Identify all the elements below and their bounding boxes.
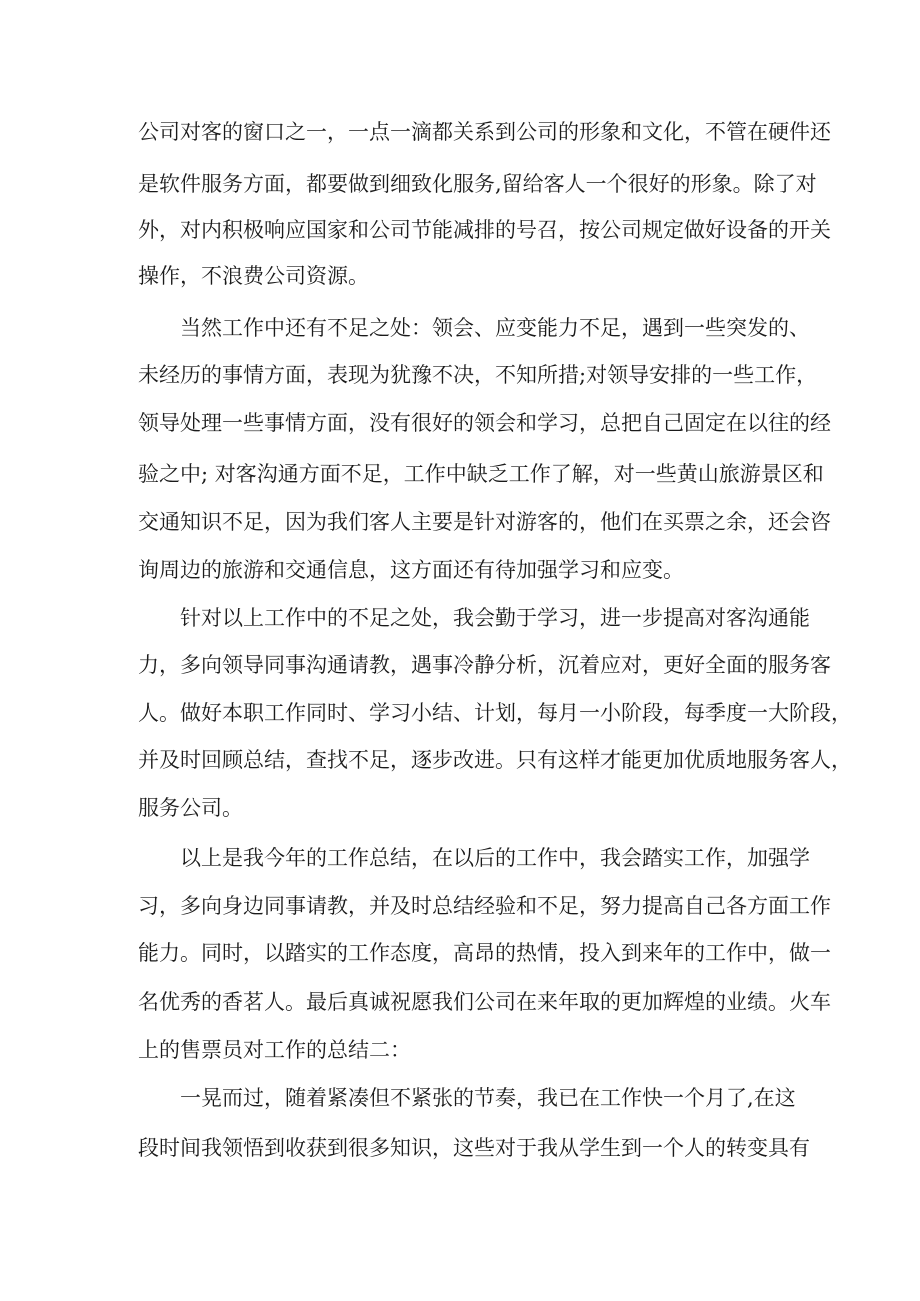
paragraph-2-line-2: 未经历的事情方面，表现为犹豫不决，不知所措;对领导安排的一些工作， [138,363,818,387]
paragraph-2-line-6: 询周边的旅游和交通信息，这方面还有待加强学习和应变。 [138,558,684,582]
paragraph-4-line-2: 习，多向身边同事请教，并及时总结经验和不足，努力提高自己各方面工作 [138,894,831,918]
paragraph-4-line-1: 以上是我今年的工作总结，在以后的工作中，我会踏实工作，加强学 [180,846,810,870]
paragraph-5-line-1: 一晃而过，随着紧凑但不紧张的节奏，我已在工作快一个月了,在这 [180,1086,796,1110]
paragraph-2-line-5: 交通知识不足，因为我们客人主要是针对游客的，他们在买票之余，还会咨 [138,510,831,534]
paragraph-5-line-2: 段时间我领悟到收获到很多知识，这些对于我从学生到一个人的转变具有 [138,1136,810,1160]
paragraph-1-line-4: 操作，不浪费公司资源。 [138,264,369,288]
paragraph-1-line-3: 外，对内积极响应国家和公司节能减排的号召，按公司规定做好设备的开关 [138,218,831,242]
paragraph-3-line-4: 并及时回顾总结，查找不足，逐步改进。只有这样才能更加优质地服务客人， [138,748,852,772]
paragraph-3-line-5: 服务公司。 [138,796,243,820]
paragraph-4-line-4: 名优秀的香茗人。最后真诚祝愿我们公司在来年取的更加辉煌的业绩。火车 [138,990,831,1014]
paragraph-2-line-3: 领导处理一些事情方面，没有很好的领会和学习，总把自己固定在以往的经 [138,411,831,435]
paragraph-1-line-2: 是软件服务方面，都要做到细致化服务,留给客人一个很好的形象。除了对 [138,172,817,196]
paragraph-4-line-5: 上的售票员对工作的总结二： [138,1038,411,1062]
paragraph-2-line-4: 验之中; 对客沟通方面不足，工作中缺乏工作了解，对一些黄山旅游景区和 [138,462,824,486]
paragraph-3-line-1: 针对以上工作中的不足之处，我会勤于学习，进一步提高对客沟通能 [180,606,810,630]
paragraph-1-line-1: 公司对客的窗口之一，一点一滴都关系到公司的形象和文化，不管在硬件还 [138,120,831,144]
paragraph-3-line-3: 人。做好本职工作同时、学习小结、计划，每月一小阶段，每季度一大阶段， [138,701,852,725]
paragraph-4-line-3: 能力。同时，以踏实的工作态度，高昂的热情，投入到来年的工作中，做一 [138,941,831,965]
paragraph-3-line-2: 力，多向领导同事沟通请教，遇事冷静分析，沉着应对，更好全面的服务客 [138,653,831,677]
paragraph-2-line-1: 当然工作中还有不足之处：领会、应变能力不足，遇到一些突发的、 [180,316,810,340]
